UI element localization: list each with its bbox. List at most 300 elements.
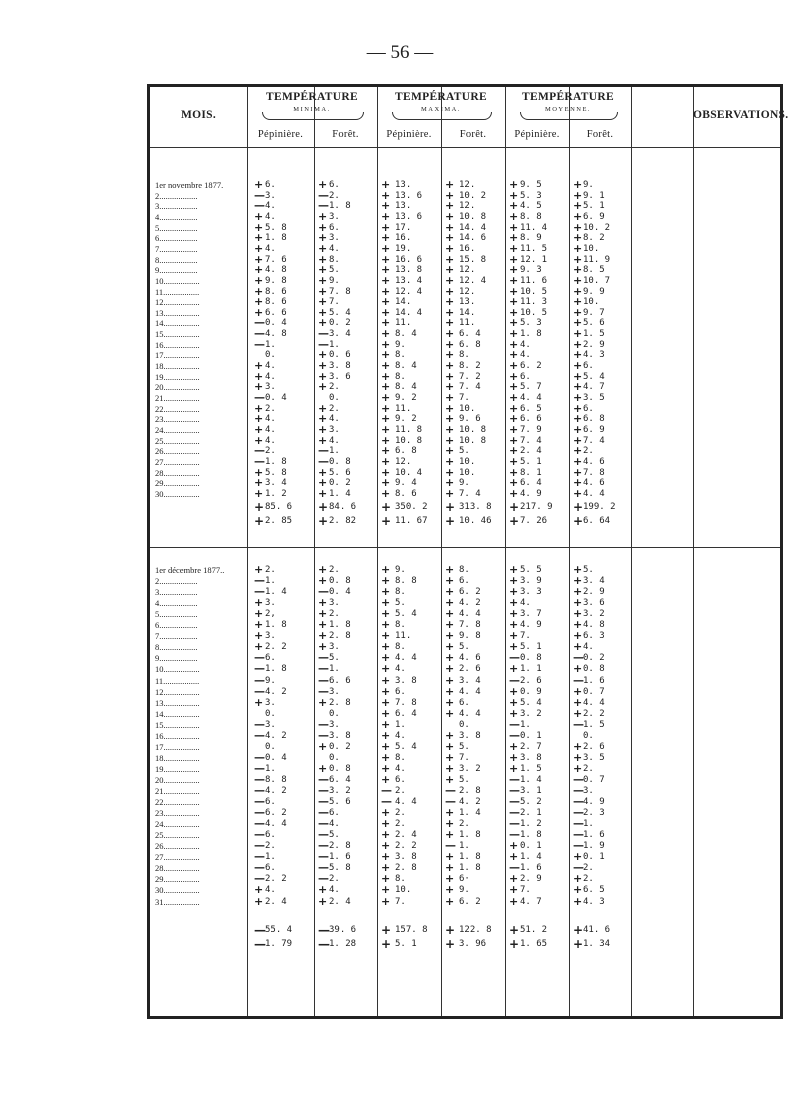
value-cell: 4. 4 — [459, 686, 481, 697]
value-cell: 9. — [583, 180, 594, 190]
value-cell: 1. — [265, 576, 276, 587]
value-cell: 13. — [395, 180, 412, 190]
table-row — [150, 874, 780, 884]
value-cell: 9. 5 — [520, 180, 542, 190]
sign-mark: — — [318, 673, 329, 687]
sign-mark: + — [509, 401, 519, 415]
sign-mark: — — [254, 850, 265, 864]
value-cell: 9. — [329, 275, 340, 286]
value-cell: 11. — [395, 403, 412, 414]
value-cell: 5. 4 — [520, 697, 542, 708]
sign-mark: — — [254, 337, 265, 351]
observations-header: OBSERVATIONS. — [693, 109, 789, 121]
sign-mark: — — [318, 717, 329, 731]
sign-mark: + — [445, 369, 455, 383]
temperature-table — [147, 84, 789, 1019]
value-cell: 217. 9 — [520, 502, 553, 512]
sign-mark: + — [445, 872, 455, 886]
sign-mark: + — [445, 728, 455, 742]
value-cell: 2. — [265, 565, 276, 575]
sign-mark: + — [318, 514, 329, 528]
value-cell: 6. 2 — [520, 361, 542, 372]
sign-mark: + — [254, 433, 264, 447]
value-cell: 0. — [329, 708, 340, 719]
value-cell: 1. — [329, 339, 340, 350]
sign-mark: + — [381, 761, 391, 775]
value-cell: 10. 8 — [459, 424, 487, 435]
value-cell: 3. 7 — [520, 609, 542, 620]
value-cell: 350. 2 — [395, 502, 428, 512]
value-cell: 6. 8 — [459, 339, 481, 350]
value-cell: 3. — [265, 719, 276, 730]
row-label: 14................. — [155, 318, 200, 329]
sign-mark: + — [381, 629, 391, 643]
value-cell: 1. 8 — [329, 620, 351, 631]
sign-mark: — — [318, 872, 329, 886]
sign-mark: + — [573, 273, 583, 287]
sign-mark: — — [254, 761, 265, 775]
table-row — [150, 598, 780, 608]
value-cell: 5. 2 — [520, 797, 542, 808]
value-cell: 6. — [459, 576, 470, 587]
sign-mark: + — [381, 695, 391, 709]
value-cell: 2. — [265, 403, 276, 414]
value-cell: 8. — [395, 350, 406, 361]
value-cell: 5. — [395, 598, 406, 609]
sign-mark: + — [318, 433, 328, 447]
value-cell: 0. 1 — [520, 730, 542, 741]
value-cell: 7. 8 — [583, 467, 605, 478]
sign-mark: — — [509, 772, 520, 786]
sign-mark: + — [381, 422, 391, 436]
sign-mark: + — [381, 500, 392, 514]
value-cell: 10. — [459, 403, 476, 414]
sign-mark: + — [509, 348, 519, 362]
sign-mark: — — [509, 673, 520, 687]
row-label: 3.................. — [155, 201, 198, 212]
value-cell: 6. 64 — [583, 516, 611, 526]
value-cell: 1. 4 — [459, 808, 481, 819]
sign-mark: + — [573, 263, 583, 277]
value-cell: 3. 4 — [329, 329, 351, 340]
value-cell: 11. 6 — [520, 275, 548, 286]
value-cell: 3. 2 — [329, 786, 351, 796]
row-label: 7.................. — [155, 631, 198, 642]
row-label: 15................. — [155, 719, 200, 730]
sign-mark: + — [509, 872, 519, 886]
table-row — [150, 576, 780, 586]
sign-mark: + — [318, 500, 329, 514]
value-cell: 7. — [520, 631, 531, 642]
sign-mark: + — [445, 209, 455, 223]
row-label: 9.................. — [155, 653, 198, 664]
value-cell: 8. 8 — [265, 774, 287, 785]
sign-mark: + — [573, 883, 583, 897]
value-cell: 5. 4 — [329, 307, 351, 318]
sign-mark: + — [573, 327, 583, 341]
row-label: 8.................. — [155, 642, 198, 653]
sign-mark: + — [381, 717, 391, 731]
value-cell: 12. — [459, 286, 476, 297]
sign-mark: + — [381, 486, 391, 500]
sign-mark: + — [381, 923, 392, 937]
sign-mark: — — [573, 795, 584, 809]
sign-mark: + — [573, 337, 583, 351]
table-row — [150, 233, 780, 243]
sign-mark: — — [254, 923, 266, 937]
value-cell: 5. 6 — [583, 318, 605, 329]
table-row — [150, 252, 780, 266]
value-cell: 3. — [265, 598, 276, 609]
value-cell: 7. 6 — [265, 254, 287, 265]
sign-mark: — — [254, 872, 265, 886]
sign-mark: — — [254, 673, 265, 687]
value-cell: 9. — [395, 339, 406, 350]
value-cell: 10. 7 — [583, 275, 611, 286]
sign-mark: — — [318, 861, 329, 875]
row-label: 31................. — [155, 896, 200, 907]
table-row — [150, 819, 780, 829]
sign-mark: — — [318, 337, 329, 351]
sign-mark: + — [381, 574, 391, 588]
sign-mark: + — [509, 380, 519, 394]
sign-mark: + — [381, 817, 391, 831]
sign-mark: + — [509, 839, 519, 853]
value-cell: 41. 6 — [583, 925, 611, 935]
row-label: 26................. — [155, 841, 200, 852]
sign-mark: + — [573, 684, 583, 698]
sign-mark: + — [318, 695, 328, 709]
sign-mark: + — [318, 231, 328, 245]
table-row — [150, 350, 780, 360]
value-cell: 6. 4 — [520, 478, 542, 489]
sign-mark: + — [254, 640, 264, 654]
value-cell: 6. 9 — [583, 424, 605, 435]
sign-mark: + — [318, 883, 328, 897]
value-cell: 4. — [520, 598, 531, 609]
sign-mark: + — [509, 231, 519, 245]
sign-mark: + — [573, 607, 583, 621]
sign-mark: + — [254, 284, 264, 298]
sign-mark: + — [573, 750, 583, 764]
sign-mark: + — [381, 359, 391, 373]
table-row — [150, 241, 780, 255]
sign-mark: + — [318, 486, 328, 500]
value-cell: 2. 8 — [329, 841, 351, 852]
value-cell: 9. 7 — [583, 307, 605, 318]
table-row — [150, 786, 780, 796]
value-cell: 9. — [265, 675, 276, 686]
row-label: 30................. — [155, 885, 200, 896]
value-cell: 2. 2 — [583, 708, 605, 719]
sign-mark: + — [509, 454, 519, 468]
sign-mark: — — [254, 937, 266, 951]
totals-row — [150, 502, 780, 512]
value-cell: 4. 4 — [395, 797, 417, 808]
value-cell: 0. — [265, 350, 276, 361]
row-label: 22................. — [155, 403, 200, 414]
value-cell: 5. 1 — [520, 456, 542, 467]
value-cell: 1. — [329, 664, 340, 675]
sign-mark: + — [445, 359, 455, 373]
value-cell: 10. — [395, 885, 412, 896]
value-cell: 1. 1 — [520, 664, 542, 675]
sign-mark: + — [573, 596, 583, 610]
sign-mark: + — [445, 662, 455, 676]
value-cell: 2. 6 — [583, 741, 605, 752]
sign-mark: + — [318, 178, 328, 191]
sign-mark: + — [381, 209, 391, 223]
row-label: 4.................. — [155, 598, 198, 609]
sign-mark: + — [445, 486, 455, 500]
value-cell: 11. — [395, 631, 412, 642]
value-cell: 12. 4 — [395, 286, 423, 297]
value-cell: 4. 4 — [395, 653, 417, 664]
sign-mark: + — [445, 750, 455, 764]
table-row — [150, 486, 780, 500]
value-cell: 8. 4 — [395, 382, 417, 393]
row-label: 30................. — [155, 488, 200, 499]
value-cell: 2. 4 — [265, 896, 287, 907]
sign-mark: + — [254, 894, 264, 908]
value-cell: 5. 8 — [329, 863, 351, 874]
sign-mark: + — [318, 412, 328, 426]
value-cell: 0. 4 — [265, 318, 287, 329]
value-cell: 0. — [583, 730, 594, 741]
value-cell: 12. 4 — [459, 275, 487, 286]
value-cell: 1. — [265, 339, 276, 350]
value-cell: 5. — [329, 265, 340, 276]
value-cell: 0. 8 — [583, 664, 605, 675]
sign-mark: + — [509, 295, 519, 309]
table-row — [150, 454, 780, 468]
sign-mark: + — [381, 337, 391, 351]
sign-mark: + — [381, 894, 391, 908]
sign-mark: + — [509, 596, 519, 610]
value-cell: 4. 2 — [265, 786, 287, 796]
row-label: 7.................. — [155, 243, 198, 254]
value-cell: 3. 8 — [520, 752, 542, 763]
sign-mark: + — [445, 596, 455, 610]
row-label: 20................. — [155, 382, 200, 393]
sign-mark: + — [509, 585, 519, 599]
table-row — [150, 401, 780, 415]
value-cell: 0. — [329, 752, 340, 763]
row-label: 20................. — [155, 774, 200, 785]
row-label: 8.................. — [155, 254, 198, 265]
sign-mark: — — [573, 673, 584, 687]
sign-mark: + — [381, 739, 391, 753]
value-cell: 1. 4 — [520, 774, 542, 785]
sign-mark: + — [509, 476, 519, 490]
value-cell: 13. — [459, 297, 476, 308]
value-cell: 0. 4 — [265, 752, 287, 763]
sign-mark: + — [445, 894, 455, 908]
value-cell: 0. 8 — [329, 576, 351, 587]
sign-mark: + — [254, 607, 264, 621]
sign-mark: + — [318, 761, 328, 775]
sign-mark: + — [254, 231, 264, 245]
value-cell: 8. 8 — [520, 211, 542, 222]
table-row — [150, 478, 780, 488]
value-cell: 1. 4 — [520, 852, 542, 863]
row-label: 11................. — [155, 675, 200, 686]
value-cell: 0. 2 — [329, 318, 351, 329]
sign-mark: + — [573, 563, 583, 576]
value-cell: 0. 2 — [583, 653, 605, 664]
value-cell: 11. 3 — [520, 297, 548, 308]
value-cell: 4. — [329, 885, 340, 896]
value-cell: 5. 4 — [395, 609, 417, 620]
sign-mark: + — [509, 359, 519, 373]
value-cell: 2. 4 — [329, 896, 351, 907]
sign-mark: + — [445, 412, 455, 426]
value-cell: 2. 85 — [265, 516, 293, 526]
sign-mark: + — [381, 662, 391, 676]
value-cell: 11. 67 — [395, 516, 428, 526]
value-cell: 4. 6 — [583, 456, 605, 467]
value-cell: 1. 8 — [520, 329, 542, 340]
row-label: 24................. — [155, 819, 200, 830]
sign-mark: + — [381, 806, 391, 820]
value-cell: 4. — [265, 201, 276, 212]
sign-mark: + — [254, 422, 264, 436]
value-cell: 6. — [520, 371, 531, 382]
value-cell: 0. 6 — [329, 350, 351, 361]
sign-mark: + — [573, 380, 583, 394]
row-label: 29................. — [155, 874, 200, 885]
table-row — [150, 337, 780, 351]
sign-mark: + — [318, 618, 328, 632]
value-cell: 4. — [395, 730, 406, 741]
sign-mark: + — [318, 640, 328, 654]
value-cell: 4. 9 — [520, 620, 542, 631]
value-cell: 5. — [459, 741, 470, 752]
sign-mark: + — [509, 209, 519, 223]
value-cell: 3. 2 — [520, 708, 542, 719]
sign-mark: + — [318, 209, 328, 223]
sign-mark: + — [573, 241, 583, 255]
sign-mark: — — [509, 717, 520, 731]
row-label: 10................. — [155, 275, 200, 286]
value-cell: 10. 2 — [583, 222, 611, 233]
sign-mark: — — [254, 585, 265, 599]
value-cell: 6. 3 — [583, 631, 605, 642]
sign-mark: — — [509, 795, 520, 809]
sign-mark: + — [381, 618, 391, 632]
value-cell: 12. — [459, 180, 476, 190]
sign-mark: + — [254, 401, 264, 415]
table-row — [150, 220, 780, 234]
sign-mark: + — [509, 850, 519, 864]
sign-mark: + — [381, 850, 391, 864]
col-header: Forêt. — [332, 129, 359, 140]
value-cell: 16. — [395, 233, 412, 244]
sign-mark: + — [381, 883, 391, 897]
sign-mark: + — [254, 220, 264, 234]
sign-mark: + — [318, 252, 328, 266]
value-cell: 3. — [329, 642, 340, 653]
value-cell: 0. — [265, 741, 276, 752]
table-row — [150, 209, 780, 223]
sign-mark: + — [381, 433, 391, 447]
sign-mark: + — [381, 305, 391, 319]
value-cell: 3. — [329, 211, 340, 222]
value-cell: 9. 2 — [395, 414, 417, 425]
table-row — [150, 695, 780, 709]
sign-mark: — — [254, 861, 265, 875]
value-cell: 2. — [329, 609, 340, 620]
sign-mark: + — [254, 273, 264, 287]
sign-mark: + — [573, 178, 583, 191]
sign-mark: + — [509, 883, 519, 897]
sign-mark: + — [254, 618, 264, 632]
sign-mark: + — [445, 850, 455, 864]
value-cell: 4. 2 — [265, 730, 287, 741]
sign-mark: + — [254, 252, 264, 266]
value-cell: 6. 4 — [395, 708, 417, 719]
sign-mark: + — [254, 883, 264, 897]
row-label: 16................. — [155, 339, 200, 350]
table-row — [150, 642, 780, 652]
sign-mark: + — [509, 199, 519, 213]
value-cell: 11. 9 — [583, 254, 611, 265]
value-cell: 3. 3 — [520, 587, 542, 598]
col-header: Forêt. — [586, 129, 614, 140]
value-cell: 4. 3 — [583, 896, 605, 907]
value-cell: 2. 6 — [459, 664, 481, 675]
value-cell: 9. 4 — [395, 478, 417, 489]
value-cell: 1. 8 — [265, 664, 287, 675]
sign-mark: + — [318, 263, 328, 277]
sign-mark: + — [573, 640, 583, 654]
value-cell: 5. 1 — [520, 642, 542, 653]
value-cell: 4. — [265, 885, 276, 896]
sign-mark: — — [445, 839, 456, 853]
value-cell: 1. 9 — [583, 841, 605, 852]
sign-mark: + — [573, 284, 583, 298]
sign-mark: + — [318, 295, 328, 309]
row-label: 12................. — [155, 686, 200, 697]
row-label: 2.................. — [155, 576, 198, 587]
sign-mark: + — [254, 500, 265, 514]
value-cell: 1. 5 — [583, 329, 605, 340]
value-cell: 7. — [395, 896, 406, 907]
value-cell: 9. 2 — [395, 393, 417, 403]
row-label: 2.................. — [155, 190, 198, 201]
sign-mark: + — [254, 486, 264, 500]
table-row — [150, 841, 780, 851]
sign-mark: + — [573, 231, 583, 245]
value-cell: 4. 7 — [520, 896, 542, 907]
sign-mark: — — [318, 728, 329, 742]
sign-mark: — — [318, 651, 329, 665]
row-label: 10................. — [155, 664, 200, 675]
value-cell: 4. 8 — [265, 265, 287, 276]
sign-mark: + — [445, 761, 455, 775]
value-cell: 2. — [395, 808, 406, 819]
sign-mark: + — [381, 861, 391, 875]
row-label: 18................. — [155, 752, 200, 763]
value-cell: 8. — [395, 620, 406, 631]
sign-mark: + — [381, 401, 391, 415]
sign-mark: + — [254, 380, 264, 394]
sign-mark: + — [381, 585, 391, 599]
sign-mark: — — [509, 861, 520, 875]
sign-mark: + — [445, 618, 455, 632]
value-cell: 0. 1 — [583, 852, 605, 863]
value-cell: 0. 8 — [329, 763, 351, 774]
